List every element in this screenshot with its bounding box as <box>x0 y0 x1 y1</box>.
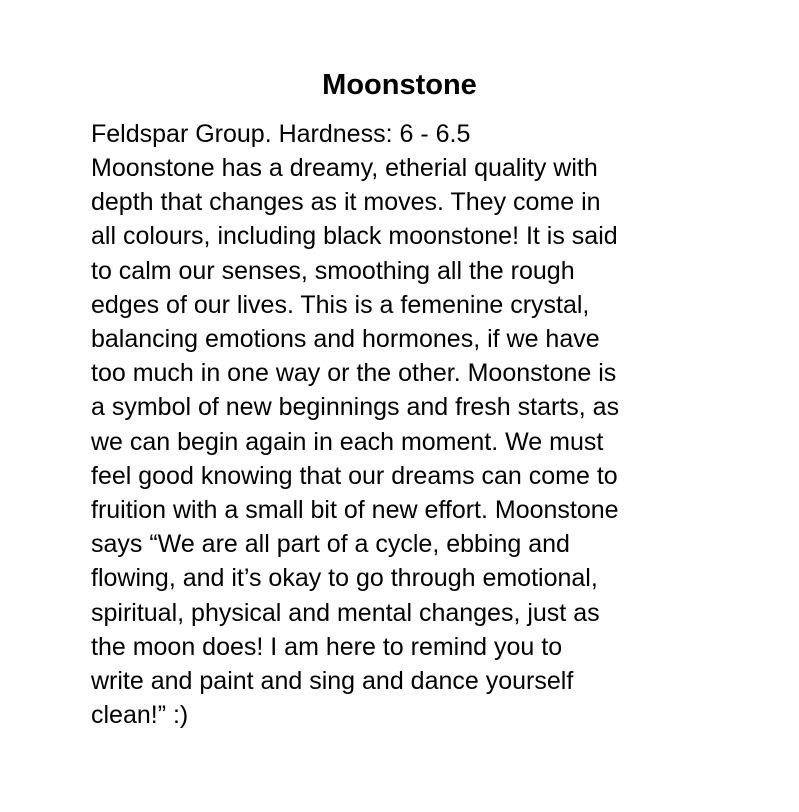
description-line: says “We are all part of a cycle, ebbing and <box>91 530 570 559</box>
description-paragraph <box>91 151 731 732</box>
description-line: flowing, and it’s okay to go through emotional, <box>91 564 598 593</box>
description-line: feel good knowing that our dreams can come to <box>91 461 618 490</box>
subtitle-line: Feldspar Group. Hardness: 6 - 6.5 <box>91 120 471 148</box>
description-line: balancing emotions and hormones, if we have <box>91 325 600 354</box>
description-line: Moonstone has a dreamy, etherial quality with <box>91 154 598 182</box>
description-line: the moon does! I am here to remind you to <box>91 632 563 661</box>
description-line: too much in one way or the other. Moonstone is <box>91 359 617 388</box>
description-line: a symbol of new beginnings and fresh starts, as <box>91 393 620 422</box>
description-line: all colours, including black moonstone! It is said <box>91 222 618 251</box>
description-line: edges of our lives. This is a femenine crystal, <box>91 290 590 319</box>
description-line: we can begin again in each moment. We must <box>91 427 604 456</box>
description-line: write and paint and sing and dance yourself <box>91 667 574 696</box>
page-title: Moonstone <box>322 69 477 101</box>
description-line: fruition with a small bit of new effort. Moonstone <box>91 496 619 525</box>
description-line: depth that changes as it moves. They come in <box>91 188 601 217</box>
description-line: clean!” :) <box>91 701 189 730</box>
description-line: spiritual, physical and mental changes, just as <box>91 598 600 627</box>
description-line: to calm our senses, smoothing all the rough <box>91 256 575 285</box>
